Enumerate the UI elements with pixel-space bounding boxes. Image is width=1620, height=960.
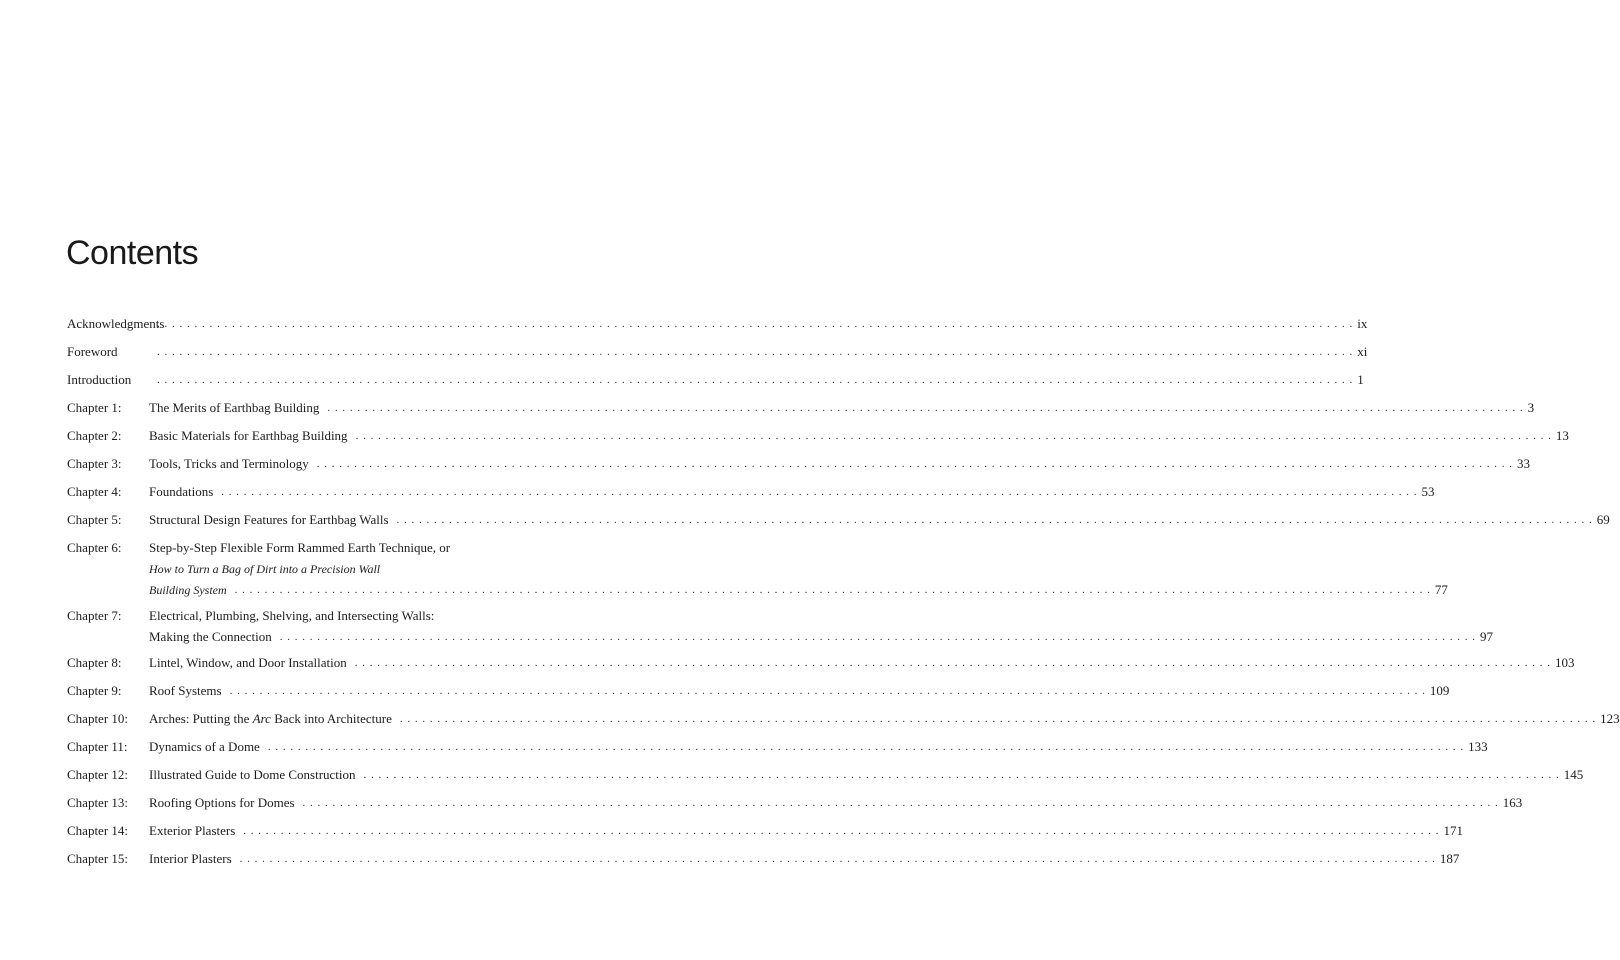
toc-entry-title: Building System — [149, 583, 227, 597]
toc-page-number: 145 — [1563, 767, 1584, 782]
toc-entry-title: Tools, Tricks and Terminology — [149, 456, 309, 471]
dot-leader: . . . . . . . . . . . . . . . . . . . . . . . . . . . . . . . . . . . . . . . . . . . . . . . . . . . . . . . . . . . . . . . . . . . . . . . . . . . . . . . . . . . . . . . . . . . . . . . . . . . . . . . . . . . . . . . . . . . . . . . . . . . . . . . . . . . . . . . . . . . . . . . . . . . . . . . . . . . . . . . . — [239, 853, 1436, 865]
toc-page-number: 33 — [1516, 456, 1530, 471]
toc-entry-label: Chapter 8: — [67, 655, 122, 670]
toc-entry-label: Chapter 3: — [67, 456, 122, 471]
dot-leader: . . . . . . . . . . . . . . . . . . . . . . . . . . . . . . . . . . . . . . . . . . . . . . . . . . . . . . . . . . . . . . . . . . . . . . . . . . . . . . . . . . . . . . . . . . . . . . . . . . . . . . . . . . . . . . . . . . . . . . . . . . . . . . . . . . . . . . . . . . . . . . . . . . . . . . . . . . . . . . . . — [396, 514, 1593, 526]
toc-page-number: 133 — [1468, 739, 1488, 754]
toc-entry[interactable] — [67, 540, 1448, 598]
dot-leader: . . . . . . . . . . . . . . . . . . . . . . . . . . . . . . . . . . . . . . . . . . . . . . . . . . . . . . . . . . . . . . . . . . . . . . . . . . . . . . . . . . . . . . . . . . . . . . . . . . . . . . . . . . . . . . . . . . . . . . . . . . . . . . . . . . . . . . . . . . . . . . . . . . . . . . . . . . . . . . . . — [157, 374, 1354, 386]
toc-entry-title: The Merits of Earthbag Building — [149, 400, 320, 415]
toc-entry-title: Step-by-Step Flexible Form Rammed Earth Technique, or — [149, 540, 451, 555]
toc-entry-label: Chapter 2: — [67, 428, 122, 443]
dot-leader: . . . . . . . . . . . . . . . . . . . . . . . . . . . . . . . . . . . . . . . . . . . . . . . . . . . . . . . . . . . . . . . . . . . . . . . . . . . . . . . . . . . . . . . . . . . . . . . . . . . . . . . . . . . . . . . . . . . . . . . . . . . . . . . . . . . . . . . . . . . . . . . . . . . . . . . . . . . . . . . . — [363, 769, 1560, 781]
toc-entry-label: Chapter 13: — [67, 795, 129, 810]
toc-entry[interactable] — [67, 795, 1523, 811]
toc-entry[interactable] — [67, 372, 1364, 388]
dot-leader: . . . . . . . . . . . . . . . . . . . . . . . . . . . . . . . . . . . . . . . . . . . . . . . . . . . . . . . . . . . . . . . . . . . . . . . . . . . . . . . . . . . . . . . . . . . . . . . . . . . . . . . . . . . . . . . . . . . . . . . . . . . . . . . . . . . . . . . . . . . . . . . . . . . . . . . . . . . . . . . . — [355, 430, 1552, 442]
toc-page-number: 13 — [1555, 428, 1569, 443]
toc-entry-title: Arches: Putting the Arc Back into Architecture — [149, 711, 392, 726]
toc-entry-title: Interior Plasters — [149, 851, 232, 866]
toc-entry-title: Dynamics of a Dome — [149, 739, 260, 754]
toc-entry-label: Chapter 9: — [67, 683, 122, 698]
dot-leader: . . . . . . . . . . . . . . . . . . . . . . . . . . . . . . . . . . . . . . . . . . . . . . . . . . . . . . . . . . . . . . . . . . . . . . . . . . . . . . . . . . . . . . . . . . . . . . . . . . . . . . . . . . . . . . . . . . . . . . . . . . . . . . . . . . . . . . . . . . . . . . . . . . . . . . . . . . . . . . . . — [234, 584, 1431, 596]
toc-entry-label: Chapter 12: — [67, 767, 129, 782]
toc-page-number: 103 — [1554, 655, 1575, 670]
toc-entry[interactable] — [67, 456, 1530, 472]
toc-entry-label: Chapter 14: — [67, 823, 129, 838]
dot-leader: . . . . . . . . . . . . . . . . . . . . . . . . . . . . . . . . . . . . . . . . . . . . . . . . . . . . . . . . . . . . . . . . . . . . . . . . . . . . . . . . . . . . . . . . . . . . . . . . . . . . . . . . . . . . . . . . . . . . . . . . . . . . . . . . . . . . . . . . . . . . . . . . . . . . . . . . . . . . . . . . — [279, 631, 1477, 643]
toc-entry-label: Chapter 4: — [67, 484, 122, 499]
toc-entry-label: Chapter 7: — [67, 608, 122, 623]
dot-leader: . . . . . . . . . . . . . . . . . . . . . . . . . . . . . . . . . . . . . . . . . . . . . . . . . . . . . . . . . . . . . . . . . . . . . . . . . . . . . . . . . . . . . . . . . . . . . . . . . . . . . . . . . . . . . . . . . . . . . . . . . . . . . . . . . . . . . . . . . . . . . . . . . . . . . . . . . . . . . . . . — [354, 657, 1551, 669]
toc-entry-label: Chapter 5: — [67, 512, 122, 527]
toc-entry-title: Exterior Plasters — [149, 823, 236, 838]
toc-entry[interactable] — [67, 316, 1368, 332]
toc-page-number: 1 — [1357, 372, 1364, 387]
toc-page-number: 69 — [1596, 512, 1610, 527]
toc-entry-label: Chapter 11: — [67, 739, 128, 754]
toc-entry[interactable] — [67, 655, 1575, 671]
toc-entry[interactable] — [67, 484, 1435, 500]
toc-entry[interactable] — [67, 739, 1488, 755]
toc-entry[interactable] — [67, 608, 1494, 645]
dot-leader: . . . . . . . . . . . . . . . . . . . . . . . . . . . . . . . . . . . . . . . . . . . . . . . . . . . . . . . . . . . . . . . . . . . . . . . . . . . . . . . . . . . . . . . . . . . . . . . . . . . . . . . . . . . . . . . . . . . . . . . . . . . . . . . . . . . . . . . . . . . . . . . . . . . . . . . . . . . . . . . . — [316, 458, 1513, 470]
dot-leader: . . . . . . . . . . . . . . . . . . . . . . . . . . . . . . . . . . . . . . . . . . . . . . . . . . . . . . . . . . . . . . . . . . . . . . . . . . . . . . . . . . . . . . . . . . . . . . . . . . . . . . . . . . . . . . . . . . . . . . . . . . . . . . . . . . . . . . . . . . . . . . . . . . . . . . . . . . . . . . . . — [157, 318, 1354, 330]
toc-entry-title: Making the Connection — [149, 629, 272, 644]
dot-leader: . . . . . . . . . . . . . . . . . . . . . . . . . . . . . . . . . . . . . . . . . . . . . . . . . . . . . . . . . . . . . . . . . . . . . . . . . . . . . . . . . . . . . . . . . . . . . . . . . . . . . . . . . . . . . . . . . . . . . . . . . . . . . . . . . . . . . . . . . . . . . . . . . . . . . . . . . . . . . . . . — [243, 825, 1440, 837]
toc-page-number: 77 — [1434, 582, 1448, 597]
toc-entry[interactable] — [67, 512, 1610, 528]
toc-entry[interactable] — [67, 823, 1464, 839]
toc-page-number: ix — [1357, 316, 1368, 331]
toc-page-number: 171 — [1443, 823, 1464, 838]
toc-entry[interactable] — [67, 683, 1450, 699]
toc-page-number: xi — [1357, 344, 1368, 359]
toc-entry-title: Illustrated Guide to Dome Construction — [149, 767, 356, 782]
toc-entry-label: Acknowledgments — [67, 316, 165, 331]
toc-entry-title: Foundations — [149, 484, 214, 499]
toc-entry-label: Chapter 6: — [67, 540, 122, 555]
toc-entry-title: Electrical, Plumbing, Shelving, and Intersecting Walls: — [149, 608, 435, 623]
toc-page-number: 53 — [1421, 484, 1435, 499]
toc-page-number: 109 — [1429, 683, 1450, 698]
toc-entry[interactable] — [67, 428, 1569, 444]
toc-entry-title: Basic Materials for Earthbag Building — [149, 428, 348, 443]
toc-page-number: 187 — [1439, 851, 1460, 866]
dot-leader: . . . . . . . . . . . . . . . . . . . . . . . . . . . . . . . . . . . . . . . . . . . . . . . . . . . . . . . . . . . . . . . . . . . . . . . . . . . . . . . . . . . . . . . . . . . . . . . . . . . . . . . . . . . . . . . . . . . . . . . . . . . . . . . . . . . . . . . . . . . . . . . . . . . . . . . . . . . . . . . . — [327, 402, 1524, 414]
toc-entry-title: Roofing Options for Domes — [149, 795, 295, 810]
toc-entry[interactable] — [67, 400, 1535, 416]
toc-entry-title: How to Turn a Bag of Dirt into a Precision Wall — [149, 562, 381, 576]
toc-entry[interactable] — [67, 344, 1368, 360]
toc-entry-label: Chapter 1: — [67, 400, 122, 415]
toc-entry-label: Introduction — [67, 372, 132, 387]
toc-entry[interactable] — [67, 851, 1460, 867]
dot-leader: . . . . . . . . . . . . . . . . . . . . . . . . . . . . . . . . . . . . . . . . . . . . . . . . . . . . . . . . . . . . . . . . . . . . . . . . . . . . . . . . . . . . . . . . . . . . . . . . . . . . . . . . . . . . . . . . . . . . . . . . . . . . . . . . . . . . . . . . . . . . . . . . . . . . . . . . . . . . . . . . — [157, 346, 1354, 358]
page-title: Contents — [66, 234, 199, 272]
toc-entry-title: Lintel, Window, and Door Installation — [149, 655, 347, 670]
toc-entry-label: Chapter 15: — [67, 851, 129, 866]
toc-page-number: 123 — [1600, 711, 1620, 726]
dot-leader: . . . . . . . . . . . . . . . . . . . . . . . . . . . . . . . . . . . . . . . . . . . . . . . . . . . . . . . . . . . . . . . . . . . . . . . . . . . . . . . . . . . . . . . . . . . . . . . . . . . . . . . . . . . . . . . . . . . . . . . . . . . . . . . . . . . . . . . . . . . . . . . . . . . . . . . . . . . . . . . . — [229, 685, 1426, 697]
dot-leader: . . . . . . . . . . . . . . . . . . . . . . . . . . . . . . . . . . . . . . . . . . . . . . . . . . . . . . . . . . . . . . . . . . . . . . . . . . . . . . . . . . . . . . . . . . . . . . . . . . . . . . . . . . . . . . . . . . . . . . . . . . . . . . . . . . . . . . . . . . . . . . . . . . . . . . . . . . . . . . . . — [399, 713, 1597, 725]
toc-entry-label: Foreword — [67, 344, 118, 359]
toc-entry-label: Chapter 10: — [67, 711, 129, 726]
toc-page-number: 3 — [1527, 400, 1535, 415]
dot-leader: . . . . . . . . . . . . . . . . . . . . . . . . . . . . . . . . . . . . . . . . . . . . . . . . . . . . . . . . . . . . . . . . . . . . . . . . . . . . . . . . . . . . . . . . . . . . . . . . . . . . . . . . . . . . . . . . . . . . . . . . . . . . . . . . . . . . . . . . . . . . . . . . . . . . . . . . . . . . . . . . — [302, 797, 1499, 809]
table-of-contents — [67, 316, 1620, 879]
toc-entry-title: Structural Design Features for Earthbag Walls — [149, 512, 389, 527]
toc-entry-title: Roof Systems — [149, 683, 222, 698]
toc-page-number: 163 — [1502, 795, 1523, 810]
toc-page-number: 97 — [1480, 629, 1494, 644]
dot-leader: . . . . . . . . . . . . . . . . . . . . . . . . . . . . . . . . . . . . . . . . . . . . . . . . . . . . . . . . . . . . . . . . . . . . . . . . . . . . . . . . . . . . . . . . . . . . . . . . . . . . . . . . . . . . . . . . . . . . . . . . . . . . . . . . . . . . . . . . . . . . . . . . . . . . . . . . . . . . . . . . — [221, 486, 1418, 498]
toc-entry[interactable] — [67, 711, 1620, 727]
toc-entry[interactable] — [67, 767, 1584, 783]
dot-leader: . . . . . . . . . . . . . . . . . . . . . . . . . . . . . . . . . . . . . . . . . . . . . . . . . . . . . . . . . . . . . . . . . . . . . . . . . . . . . . . . . . . . . . . . . . . . . . . . . . . . . . . . . . . . . . . . . . . . . . . . . . . . . . . . . . . . . . . . . . . . . . . . . . . . . . . . . . . . . . . . — [267, 741, 1465, 753]
